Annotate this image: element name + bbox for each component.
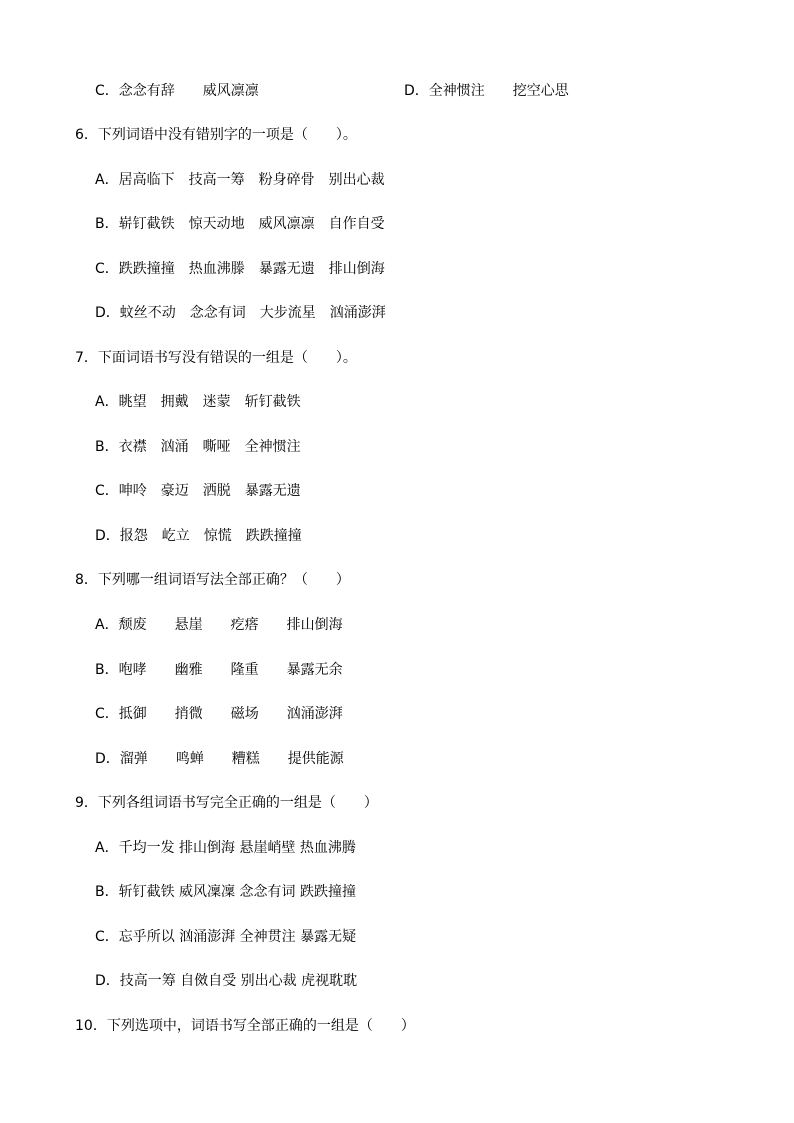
question-8-stem: 8．下列哪一组词语写法全部正确？（ ） bbox=[75, 572, 350, 588]
question-8-option-a: A．颓废 悬崖 疙瘩 排山倒海 bbox=[95, 617, 343, 633]
question-6-option-a: A．居高临下 技高一筹 粉身碎骨 别出心裁 bbox=[95, 172, 385, 188]
question-8-option-c: C．抵御 捎微 磁场 汹涌澎湃 bbox=[95, 706, 343, 722]
question-8-option-d: D．溜弹 鸣蝉 糟糕 提供能源 bbox=[95, 751, 344, 767]
question-7-option-a: A．眺望 拥戴 迷蒙 斩钉截铁 bbox=[95, 394, 301, 410]
question-8-option-b: B．咆哮 幽雅 隆重 暴露无余 bbox=[95, 662, 343, 678]
question-6-option-c: C．跌跌撞撞 热血沸滕 暴露无遗 排山倒海 bbox=[95, 261, 385, 277]
question-7-option-b: B．衣襟 汹涌 嘶哑 全神惯注 bbox=[95, 439, 301, 455]
question-9-option-d: D．技高一筹 自傚自受 别出心裁 虎视耽耽 bbox=[95, 973, 358, 989]
question-9-option-b: B．斩钉截铁 威风凜凜 念念有词 跌跌撞撞 bbox=[95, 884, 356, 900]
question-9-stem: 9．下列各组词语书写完全正确的一组是（ ） bbox=[75, 795, 378, 811]
question-6-option-b: B．崭钉截铁 惊天动地 威风凛凛 自作自受 bbox=[95, 216, 385, 232]
question-6-option-d: D．蚊丝不动 念念有词 大步流星 汹涌澎湃 bbox=[95, 305, 386, 321]
option-c-prev: C．念念有辞 威风凛凛 bbox=[95, 83, 259, 99]
question-10-stem: 10．下列选项中，词语书写全部正确的一组是（ ） bbox=[75, 1018, 415, 1034]
question-9-option-a: A．千均一发 排山倒海 悬崖峭壁 热血沸腾 bbox=[95, 840, 356, 856]
question-9-option-c: C．忘乎所以 汹涌澎湃 全神贯注 暴露无疑 bbox=[95, 929, 357, 945]
question-6-stem: 6．下列词语中没有错别字的一项是（ ）。 bbox=[75, 127, 357, 143]
question-7-stem: 7．下面词语书写没有错误的一组是（ ）。 bbox=[75, 350, 357, 366]
option-d-prev: D．全神惯注 挖空心思 bbox=[404, 83, 569, 99]
question-7-option-d: D．报怨 屹立 惊慌 跌跌撞撞 bbox=[95, 528, 302, 544]
question-7-option-c: C．呻呤 豪迈 洒脱 暴露无遗 bbox=[95, 483, 301, 499]
